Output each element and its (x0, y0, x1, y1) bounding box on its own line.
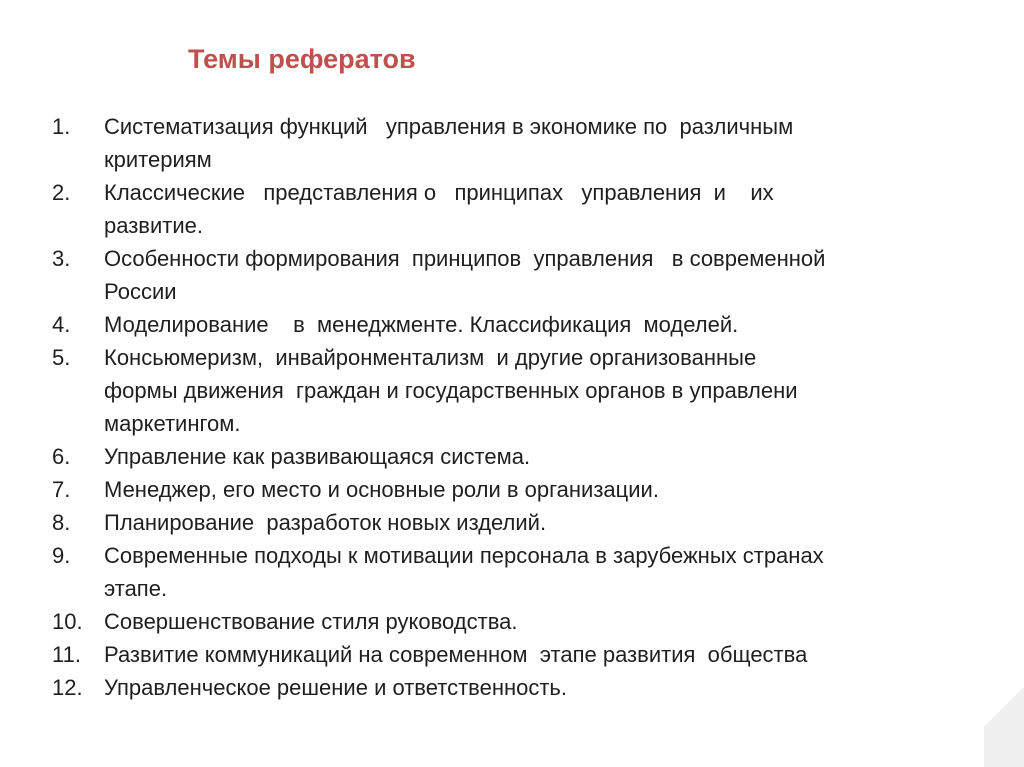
topic-text (104, 341, 992, 440)
topic-number: 12. (52, 675, 83, 700)
topic-text-line: Планирование разработок новых изделий. (104, 510, 547, 535)
topic-number: 8. (52, 510, 71, 535)
slide-title: Темы рефератов (188, 44, 416, 74)
topic-number: 10. (52, 609, 83, 634)
topic-text-line: Классические представления о принципах управления и их (104, 180, 774, 205)
topic-item (52, 176, 992, 242)
topic-text-line: Современные подходы к мотивации персонала в зарубежных странах (104, 543, 824, 568)
topic-text-line: критериям (104, 147, 212, 172)
topic-text-line: формы движения граждан и государственных органов в управлени (104, 378, 798, 403)
topic-text-line: Моделирование в менеджменте. Классификация моделей. (104, 312, 739, 337)
topic-text (104, 242, 992, 308)
topic-item (52, 308, 992, 341)
topic-item (52, 473, 992, 506)
topic-item (52, 671, 992, 704)
topic-text (104, 110, 992, 176)
topic-text-line: Систематизация функций управления в экономике по различным (104, 114, 794, 139)
topic-text (104, 176, 992, 242)
topic-number: 5. (52, 345, 71, 370)
topic-text-line: России (104, 279, 177, 304)
topic-text (104, 506, 992, 539)
topic-text (104, 440, 992, 473)
topic-text-line: Консьюмеризм, инвайронментализм и другие организованные (104, 345, 757, 370)
topic-item (52, 341, 992, 440)
topic-number: 3. (52, 246, 71, 271)
topic-text (104, 539, 992, 605)
topic-item (52, 605, 992, 638)
topic-item (52, 110, 992, 176)
topic-text-line: Совершенствование стиля руководства. (104, 609, 518, 634)
topic-item (52, 539, 992, 605)
topic-text (104, 671, 992, 704)
topic-text-line: Развитие коммуникаций на современном этапе развития общества (104, 642, 808, 667)
topic-text-line: развитие. (104, 213, 203, 238)
topic-number: 9. (52, 543, 71, 568)
topic-item (52, 638, 992, 671)
topic-number: 7. (52, 477, 71, 502)
topic-text-line: Менеджер, его место и основные роли в организации. (104, 477, 659, 502)
topic-text (104, 308, 992, 341)
topic-number: 11. (52, 642, 81, 667)
topic-text (104, 605, 992, 638)
topic-text-line: маркетингом. (104, 411, 241, 436)
topic-number: 1. (52, 114, 71, 139)
topic-text-line: Управленческое решение и ответственность. (104, 675, 568, 700)
topic-text (104, 638, 992, 671)
topic-text-line: этапе. (104, 576, 168, 601)
topic-text-line: Управление как развивающаяся система. (104, 444, 531, 469)
topic-number: 6. (52, 444, 71, 469)
topic-item (52, 242, 992, 308)
topics-list (52, 110, 992, 704)
topic-number: 4. (52, 312, 71, 337)
topic-number: 2. (52, 180, 71, 205)
topic-text-line: Особенности формирования принципов управления в современной (104, 246, 826, 271)
topic-item (52, 506, 992, 539)
topic-item (52, 440, 992, 473)
topic-text (104, 473, 992, 506)
